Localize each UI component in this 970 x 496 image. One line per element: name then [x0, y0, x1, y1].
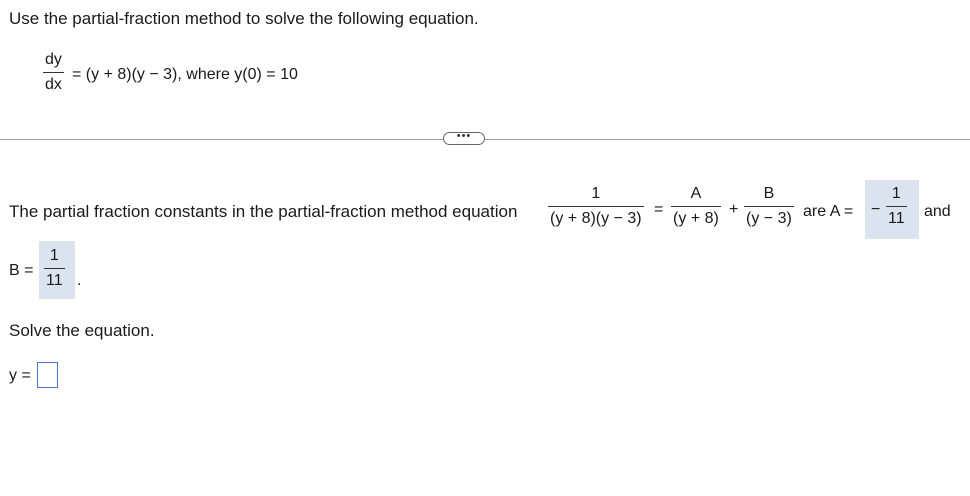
and-text: and — [924, 203, 951, 220]
a-numerator: A — [690, 185, 702, 202]
fraction-bar — [44, 268, 65, 269]
fraction-bar — [671, 206, 721, 207]
b-label: B = — [9, 262, 34, 279]
y-label: y = — [9, 367, 31, 384]
a-answer-denominator: 11 — [888, 210, 905, 227]
plus-sign: + — [729, 201, 739, 218]
are-a-label: are A = — [803, 203, 854, 220]
a-denominator: (y + 8) — [673, 210, 719, 227]
b-period: . — [77, 272, 82, 289]
a-answer-fraction — [886, 184, 907, 229]
lhs-fraction — [548, 184, 644, 229]
equation-rhs: = (y + 8)(y − 3), where y(0) = 10 — [72, 66, 298, 83]
fraction-bar — [43, 72, 64, 73]
a-term-fraction — [671, 184, 721, 229]
equals-sign: = — [654, 201, 664, 218]
b-answer-fraction — [44, 246, 65, 291]
y-answer-input[interactable] — [37, 362, 58, 388]
partial-fraction-lead-text: The partial fraction constants in the partial-fraction method equation — [9, 202, 518, 221]
b-denominator: (y − 3) — [746, 210, 792, 227]
solve-prompt: Solve the equation. — [9, 321, 155, 340]
section-divider — [0, 139, 970, 140]
b-numerator: B — [763, 185, 775, 202]
b-answer-numerator: 1 — [49, 247, 59, 264]
fraction-bar — [886, 206, 907, 207]
fraction-bar — [744, 206, 794, 207]
lhs-denominator: (y + 8)(y − 3) — [550, 210, 642, 227]
lhs-numerator: 1 — [591, 185, 601, 202]
instruction-text: Use the partial-fraction method to solve the following equation. — [9, 9, 479, 28]
show-more-button[interactable] — [443, 132, 485, 145]
ellipsis-icon: ••• — [456, 130, 472, 142]
a-answer-sign: − — [871, 201, 881, 218]
derivative-fraction — [43, 50, 64, 95]
derivative-denominator: dx — [45, 76, 62, 93]
b-answer-denominator: 11 — [46, 272, 63, 289]
b-term-fraction — [744, 184, 794, 229]
fraction-bar — [548, 206, 644, 207]
a-answer-numerator: 1 — [891, 185, 901, 202]
derivative-numerator: dy — [45, 51, 62, 68]
